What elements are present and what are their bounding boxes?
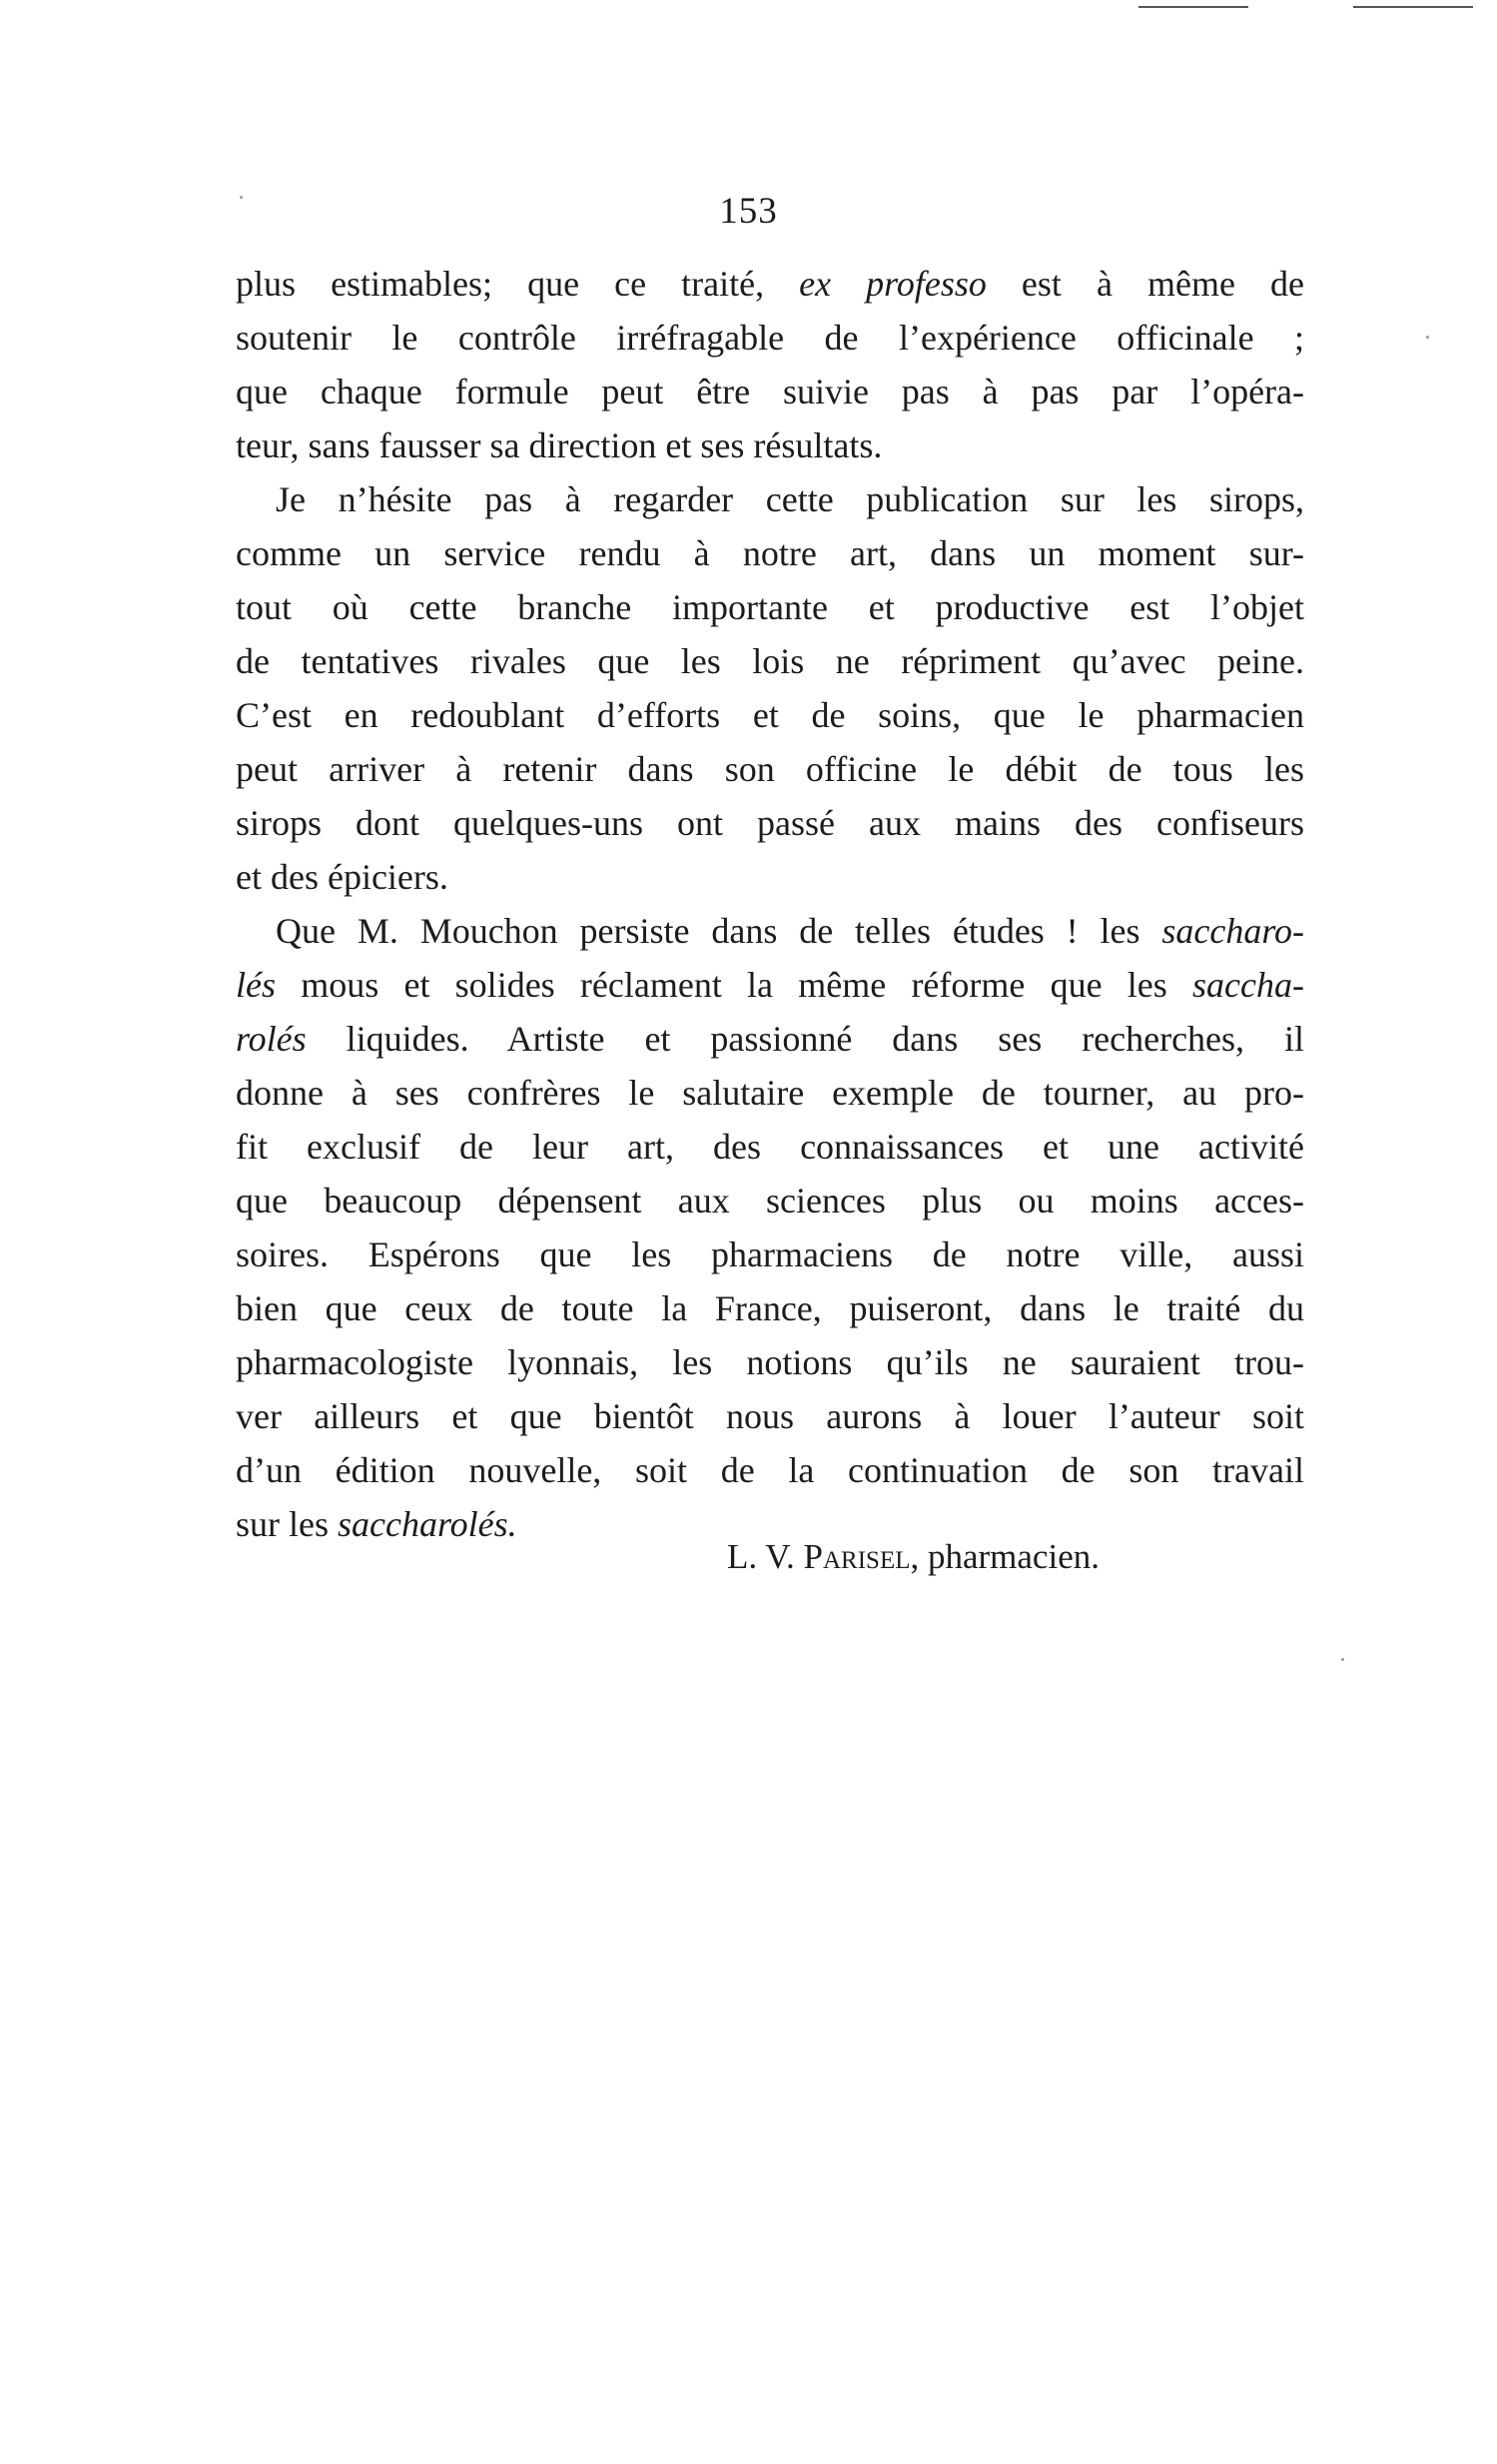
text-line — [236, 418, 1304, 472]
text-segment: fit exclusif de leur art, des connaissances et une activité — [236, 1127, 1304, 1167]
text-line — [236, 958, 1304, 1012]
text-line — [236, 257, 1304, 311]
text-segment: ver ailleurs et que bientôt nous aurons à louer l’auteur soit — [236, 1396, 1304, 1436]
text-line — [236, 526, 1304, 580]
text-line — [236, 796, 1304, 850]
text-line — [236, 1389, 1304, 1443]
text-segment: d’un édition nouvelle, soit de la continuation de son travail — [236, 1450, 1304, 1490]
text-line — [236, 1066, 1304, 1120]
italic-text: saccharo- — [1161, 911, 1304, 951]
text-line — [236, 1174, 1304, 1228]
text-line — [236, 904, 1304, 958]
signature-name: Parisel — [803, 1537, 911, 1576]
text-segment: liquides. Artiste et passionné dans ses recherches, il — [306, 1019, 1304, 1059]
italic-text: ex professo — [799, 264, 987, 304]
top-edge-rule-left — [1138, 6, 1248, 8]
text-line — [236, 365, 1304, 418]
top-edge-rule-right — [1353, 6, 1473, 8]
text-line — [236, 1120, 1304, 1174]
text-segment: donne à ses confrères le salutaire exemple de tourner, au pro- — [236, 1073, 1304, 1113]
text-segment: peut arriver à retenir dans son officine le débit de tous les — [236, 749, 1304, 789]
text-segment: est à même de — [986, 264, 1304, 304]
text-line — [236, 742, 1304, 796]
text-line — [236, 1443, 1304, 1497]
text-segment: plus estimables; que ce traité, — [236, 264, 800, 304]
signature-initials: L. V. — [727, 1537, 795, 1576]
text-line — [236, 1012, 1304, 1066]
text-segment: sur les — [236, 1504, 338, 1544]
text-line — [236, 1228, 1304, 1281]
text-segment: comme un service rendu à notre art, dans un moment sur- — [236, 533, 1304, 573]
text-segment: teur, sans fausser sa direction et ses résultats. — [236, 425, 883, 465]
text-segment: bien que ceux de toute la France, puiseront, dans le traité du — [236, 1288, 1304, 1328]
text-segment: que chaque formule peut être suivie pas à pas par l’opéra- — [236, 372, 1304, 411]
text-segment: soutenir le contrôle irréfragable de l’expérience officinale ; — [236, 318, 1304, 358]
text-line — [236, 580, 1304, 634]
text-line — [236, 688, 1304, 742]
text-line — [236, 1335, 1304, 1389]
text-line — [236, 472, 1304, 526]
signature-title: , pharmacien. — [910, 1537, 1100, 1576]
text-line — [236, 311, 1304, 365]
italic-text: saccharolés. — [338, 1504, 517, 1544]
italic-text: lés — [236, 965, 276, 1005]
text-segment: que beaucoup dépensent aux sciences plus ou moins acces- — [236, 1181, 1304, 1221]
signature — [727, 1530, 1100, 1584]
text-segment: pharmacologiste lyonnais, les notions qu’ils ne sauraient trou- — [236, 1342, 1304, 1382]
paper-speck — [1426, 336, 1429, 339]
text-segment: tout où cette branche importante et productive est l’objet — [236, 587, 1304, 627]
body-text — [236, 257, 1304, 1551]
page-number: 153 — [719, 191, 778, 232]
text-segment: mous et solides réclament la même réforme que les — [276, 965, 1193, 1005]
text-line — [236, 850, 1304, 904]
text-segment: et des épiciers. — [236, 857, 448, 897]
text-segment: de tentatives rivales que les lois ne répriment qu’avec peine. — [236, 641, 1304, 681]
text-segment: C’est en redoublant d’efforts et de soins, que le pharmacien — [236, 695, 1304, 735]
paper-speck — [1341, 1658, 1344, 1661]
italic-text: saccha- — [1192, 965, 1304, 1005]
text-segment: Que M. Mouchon persiste dans de telles études ! les — [276, 911, 1162, 951]
text-segment: soires. Espérons que les pharmaciens de notre ville, aussi — [236, 1234, 1304, 1274]
text-segment: Je n’hésite pas à regarder cette publication sur les sirops, — [276, 479, 1304, 519]
text-line — [236, 1281, 1304, 1335]
text-segment: sirops dont quelques-uns ont passé aux mains des confiseurs — [236, 803, 1304, 843]
italic-text: rolés — [236, 1019, 307, 1059]
text-line — [236, 634, 1304, 688]
